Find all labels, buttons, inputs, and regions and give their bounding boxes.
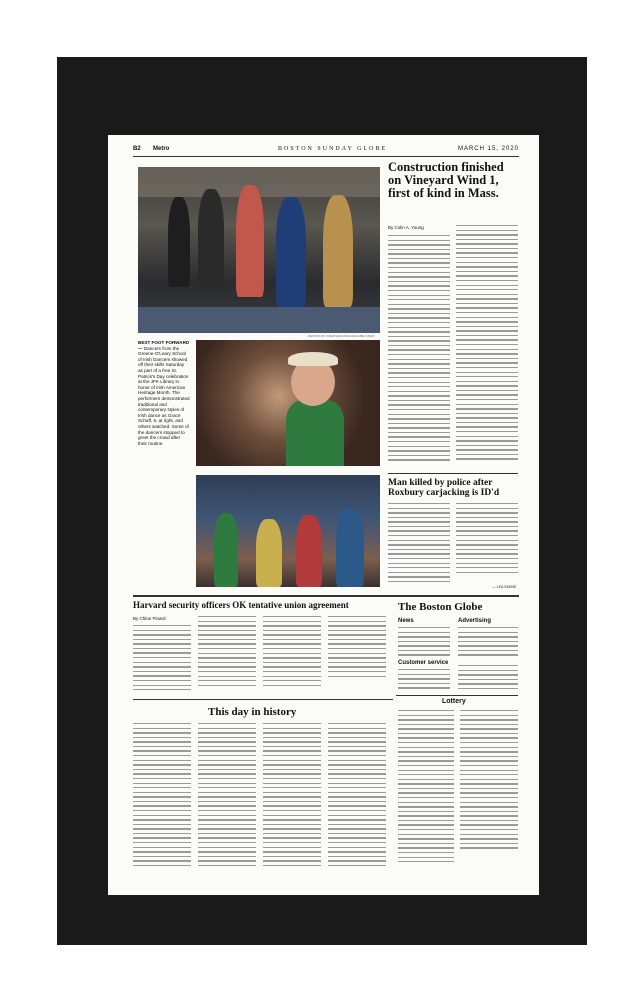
harvard-col4 (328, 616, 386, 686)
carjacking-col2 (456, 503, 518, 583)
crowd-photo (196, 475, 380, 587)
advertising-heading: Advertising (458, 618, 492, 624)
caption-lead: BEST FOOT FORWARD — (138, 340, 190, 351)
harvard-byline: By Chloe Pinard (133, 616, 166, 621)
main-headline: Construction finished on Vineyard Wind 1, first of kind in Mass. (388, 160, 504, 200)
harvard-col2 (198, 616, 256, 696)
newspaper-page (108, 135, 539, 895)
rule (133, 595, 519, 597)
main-story-col2 (456, 225, 518, 475)
rule (388, 473, 518, 474)
carjacking-signature: — LEA SKENE (492, 585, 517, 589)
girl-photo (196, 340, 380, 466)
masthead: BOSTON SUNDAY GLOBE (278, 146, 388, 152)
news-contacts (398, 627, 450, 657)
history-col3 (263, 723, 321, 873)
news-heading: News (398, 618, 414, 624)
lottery-col1 (398, 710, 454, 870)
history-col4 (328, 723, 386, 873)
photo-credit: PHOTOS BY JONATHAN WIGGS/GLOBE STAFF (308, 334, 375, 338)
customer-service-contacts (398, 669, 450, 691)
lottery-col2 (460, 710, 518, 855)
rule (133, 699, 393, 700)
page-header (133, 145, 519, 157)
customer-service-heading: Customer service (398, 660, 449, 666)
page-number: B2 (133, 146, 141, 152)
rates-table (458, 665, 518, 691)
rule (396, 695, 518, 696)
lottery-heading: Lottery (442, 698, 466, 705)
history-col2 (198, 723, 256, 873)
harvard-col3 (263, 616, 321, 696)
photo-caption (138, 340, 190, 446)
dancers-photo (138, 167, 380, 333)
section-name: Metro (153, 146, 170, 152)
issue-date: MARCH 15, 2020 (457, 146, 519, 152)
main-byline: By Colin A. Young (388, 225, 424, 230)
harvard-headline: Harvard security officers OK tentative union agreement (133, 600, 349, 610)
carjacking-headline: Man killed by police after Roxbury carjacking is ID'd (388, 478, 500, 498)
history-col1 (133, 723, 191, 873)
carjacking-col1 (388, 503, 450, 591)
main-story-col1 (388, 235, 450, 475)
boston-globe-logo: The Boston Globe (398, 601, 483, 613)
advertising-contacts (458, 627, 518, 657)
history-title: This day in history (208, 706, 297, 718)
caption-text: Dancers from the Greene-O'Leary School of Irish Dancers showed off their skills Saturday as part of a free St. Patrick's Day celebration at the JFK Library in honor of Irish American Heritage Month. The performers demonstrated traditional and contemporary styles of Irish dance as Grace Schaff, 6, at right, and others watched. Some of the dancers stopped to greet the crowd after their routine. (138, 345, 190, 446)
harvard-col1 (133, 625, 191, 697)
